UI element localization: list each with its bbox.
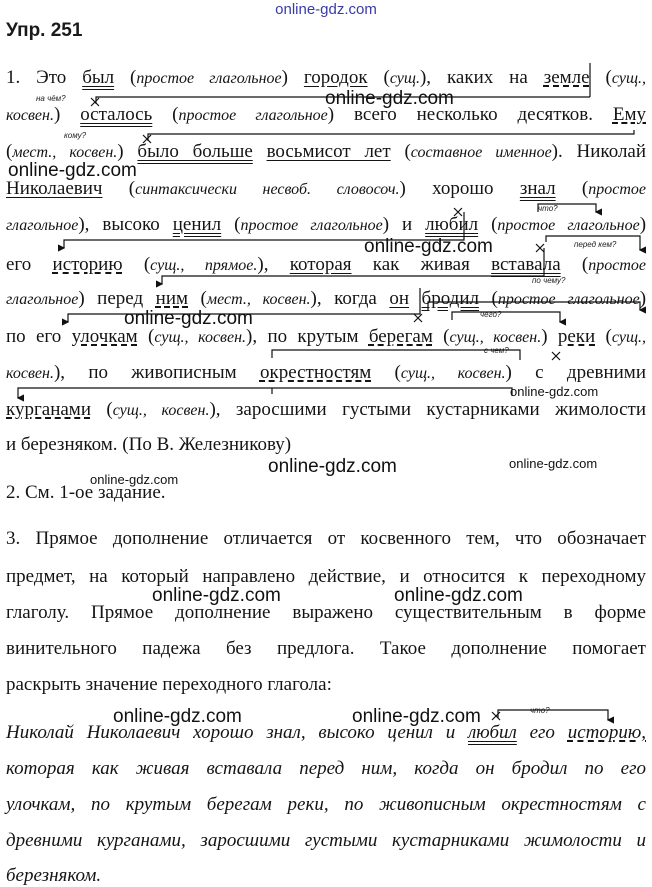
text: (	[137, 326, 155, 347]
predicate: любил	[425, 214, 479, 235]
object: реки	[557, 326, 596, 347]
subject: восьмисот лет	[266, 141, 391, 162]
question-label: что?	[538, 204, 558, 213]
predicate: осталось	[80, 104, 153, 125]
task3-line-1: 3. Прямое дополнение отличается от косвенного тем, что обозначает	[6, 528, 646, 549]
text: (	[6, 141, 13, 162]
text: как живая	[351, 254, 492, 275]
grammar-note: косвен.	[6, 107, 54, 124]
exercise-title: Упр. 251	[6, 20, 83, 41]
predicate: было больше	[137, 141, 253, 162]
subject: он	[389, 288, 410, 309]
text: (	[390, 141, 411, 162]
arrow	[452, 312, 560, 322]
task3-line-2: предмет, на который направлено действие, и относится к переходному	[6, 566, 646, 587]
question-label: на чём?	[36, 94, 66, 103]
watermark: online-gdz.com	[352, 706, 481, 727]
task1-line-6	[6, 254, 646, 277]
question-label: перед кем?	[574, 240, 617, 249]
text: (	[555, 178, 589, 199]
watermark: online-gdz.com	[90, 472, 179, 487]
text: ) с древними	[505, 362, 646, 383]
text: )	[281, 67, 304, 88]
object: историю,	[567, 722, 646, 743]
predicate: был	[82, 67, 115, 88]
text: ), каких на	[419, 67, 544, 88]
text: (	[432, 326, 450, 347]
grammar-note: сущ., косвен.	[400, 365, 506, 382]
grammar-note: простое глагольное	[240, 217, 383, 234]
watermark: online-gdz.com	[394, 585, 523, 606]
text: (	[478, 214, 498, 235]
object: ним	[155, 288, 189, 309]
text: (	[371, 362, 401, 383]
grammar-note: мест., косвен.	[12, 144, 118, 161]
watermark: online-gdz.com	[8, 160, 137, 181]
text: (	[122, 254, 151, 275]
example-line-5: березняком.	[6, 865, 102, 886]
grammar-note: составное именное	[410, 144, 552, 161]
arrow	[18, 388, 512, 398]
text: Николай Николаевич хорошо знал, высоко ценил и	[6, 722, 469, 743]
grammar-note: сущ., косвен.	[112, 402, 210, 419]
watermark: online-gdz.com	[268, 456, 397, 477]
grammar-note: простое	[588, 257, 647, 274]
watermark: online-gdz.com	[364, 236, 493, 257]
task3-line-5: раскрыть значение переходного глагола:	[6, 674, 332, 695]
grammar-note: сущ., косвен.	[449, 329, 542, 346]
question-label: кому?	[64, 131, 87, 140]
grammar-note: сущ.,	[611, 329, 647, 346]
cross-mark	[492, 712, 500, 720]
text: ) всего несколько десятков.	[327, 104, 613, 125]
arrow	[148, 130, 634, 141]
object: улочкам	[71, 326, 138, 347]
text: (	[114, 67, 137, 88]
watermark: online-gdz.com	[152, 585, 281, 606]
predicate: любил	[468, 722, 517, 743]
example-line-4: древними курганами, заросшими густыми кустарниками жимолости и	[6, 830, 646, 851]
predicate: ценил	[172, 214, 222, 235]
grammar-note: синтаксически несвоб. словосоч.	[135, 181, 400, 198]
object: земле	[543, 67, 590, 88]
watermark: online-gdz.com	[325, 88, 454, 109]
text	[253, 141, 267, 162]
text: (	[589, 67, 612, 88]
task3-line-4: винительного падежа без предлога. Такое дополнение помогает	[6, 638, 646, 659]
grammar-note: простое глагольное	[497, 217, 640, 234]
text: его	[516, 722, 568, 743]
subject: которая	[289, 254, 352, 275]
task1-line-8	[6, 326, 646, 349]
task1-line-11	[6, 434, 646, 456]
cross-mark	[552, 352, 560, 360]
text: )	[53, 104, 81, 125]
question-label: по чему?	[532, 276, 566, 285]
task1-line-9	[6, 362, 646, 385]
example-line-2: которая как живая вставала перед ним, когда он бродил по его	[6, 758, 646, 779]
text: ), заросшими густыми кустарниками жимолости	[209, 399, 646, 420]
text: )	[541, 326, 558, 347]
text: по его	[6, 326, 72, 347]
cross-mark	[414, 314, 422, 322]
text: (	[367, 67, 390, 88]
example-line-3: улочкам, по крутым берегам реки, по живописным окрестностям с	[6, 794, 646, 815]
text: ) и	[382, 214, 426, 235]
text: и березняком. (По В. Железникову)	[6, 434, 292, 455]
object: историю	[52, 254, 123, 275]
cross-mark	[536, 244, 544, 252]
grammar-note: мест., косвен.	[206, 291, 311, 308]
predicate: вставала	[491, 254, 561, 275]
task1-line-5	[6, 214, 646, 237]
grammar-note: сущ.	[389, 70, 420, 87]
object: Ему	[612, 104, 647, 125]
question-label: с чем?	[484, 346, 509, 355]
text: ), когда	[310, 288, 390, 309]
grammar-note: косвен.	[6, 365, 54, 382]
text: )	[117, 141, 138, 162]
text: ),	[257, 254, 290, 275]
text: (	[478, 288, 498, 309]
grammar-note: сущ.,	[611, 70, 647, 87]
subject: Николаевич	[6, 178, 103, 199]
text: (	[188, 288, 207, 309]
text: ) перед	[78, 288, 156, 309]
text: (	[560, 254, 589, 275]
site-watermark-top: online-gdz.com	[275, 1, 377, 18]
grammar-note: простое глагольное	[178, 107, 328, 124]
example-line-1	[6, 722, 646, 744]
watermark: online-gdz.com	[509, 456, 598, 471]
arrow	[272, 350, 520, 360]
object: берегам	[368, 326, 433, 347]
text: ), по живописным	[53, 362, 260, 383]
text: )	[639, 214, 647, 235]
text: ), по крутым	[246, 326, 369, 347]
grammar-note: простое	[588, 181, 647, 198]
text: ), высоко	[78, 214, 173, 235]
predicate: бродил	[421, 288, 479, 309]
question-label: что?	[530, 706, 550, 715]
object: окрестностям	[259, 362, 372, 383]
text: (	[152, 104, 179, 125]
question-label: чего?	[480, 310, 502, 319]
grammar-note: глагольное	[6, 217, 79, 234]
watermark: online-gdz.com	[510, 384, 599, 399]
watermark: online-gdz.com	[113, 706, 242, 727]
text: его	[6, 254, 53, 275]
object: курганами	[6, 399, 91, 420]
grammar-note: простое глагольное	[136, 70, 282, 87]
task1-line-1	[6, 67, 646, 90]
task3-line-3: глаголу. Прямое дополнение выражено существительным в форме	[6, 602, 646, 623]
text: ) хорошо	[399, 178, 520, 199]
task2-line: 2. См. 1-ое задание.	[6, 482, 166, 503]
task1-line-7	[6, 288, 646, 311]
task1-line-10	[6, 399, 646, 422]
text: (	[90, 399, 113, 420]
text: 1. Это	[6, 67, 83, 88]
subject: городок	[303, 67, 368, 88]
grammar-note: сущ., прямое.	[150, 257, 258, 274]
predicate: знал	[519, 178, 556, 199]
watermark: online-gdz.com	[124, 308, 253, 329]
text: (	[595, 326, 612, 347]
grammar-note: глагольное	[6, 291, 79, 308]
arrow	[498, 710, 608, 720]
grammar-note: сущ., косвен.	[154, 329, 247, 346]
text: ). Николай	[551, 141, 647, 162]
text: (	[221, 214, 241, 235]
text	[409, 288, 422, 309]
text: (	[102, 178, 136, 199]
text: )	[639, 288, 647, 309]
grammar-note: простое глагольное	[497, 291, 640, 308]
